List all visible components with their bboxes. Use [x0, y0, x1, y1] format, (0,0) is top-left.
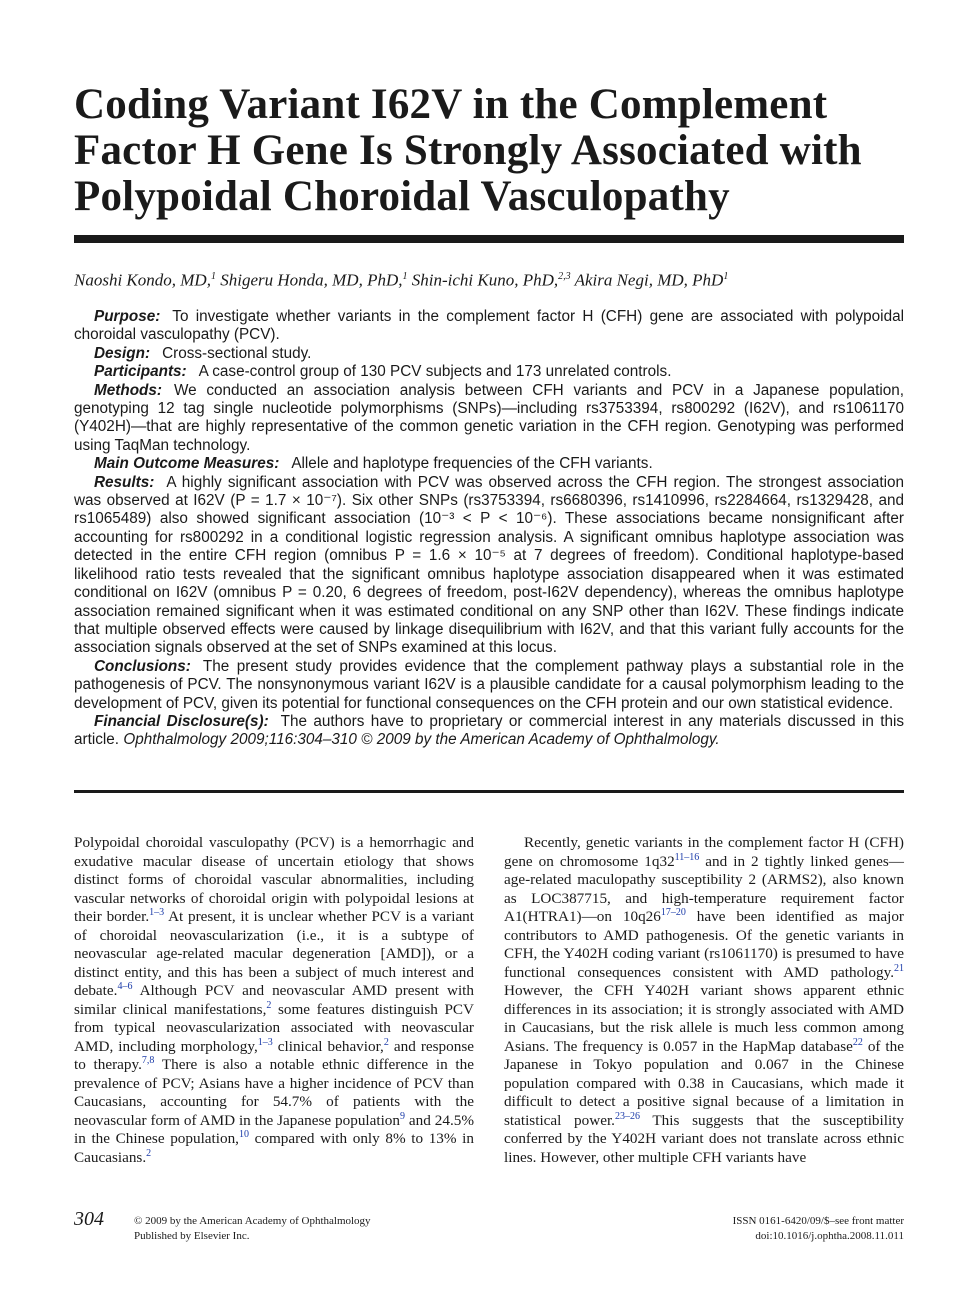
reference-link[interactable]: 2 — [383, 1036, 389, 1048]
body-text: compared with only 8% to 13% in Caucasians. — [74, 1130, 474, 1166]
reference-link[interactable]: 2 — [146, 1147, 152, 1159]
body-text: This suggests that the susceptibility conferred by the Y402H variant does not translate across ethnic lines. However, other multiple CFH variants have — [504, 1111, 904, 1166]
section-label: Methods: — [94, 381, 162, 399]
abstract-conclusions — [74, 658, 904, 713]
section-label: Main Outcome Measures: — [94, 455, 280, 473]
body-paragraph — [504, 834, 904, 1167]
body-column-right — [504, 834, 904, 1167]
section-text: Allele and haplotype frequencies of the CFH variants. — [291, 455, 653, 473]
body-text: Although PCV and neovascular AMD present with similar clinical manifestations, — [74, 982, 474, 1018]
section-label: Results: — [94, 473, 155, 491]
title-divider — [74, 235, 904, 243]
author-affiliation: 1 — [723, 271, 729, 282]
abstract-purpose — [74, 308, 904, 345]
footer-identifiers — [733, 1214, 904, 1244]
section-text: A highly significant association with PCV was observed across the CFH region. The strongest association was observed at I62V (P = 1.7 × 10⁻⁷). Six other SNPs (rs3753394, rs6680396, rs1410996, rs2284664, rs1329428, and rs1065489) also showed significant association (10⁻³ < P < 10⁻⁶). These associations became nonsignificant after accounting for rs800292 in a conditional logistic regression analysis. A significant omnibus haplotype association was detected in the entire CFH region (omnibus P = 1.6 × 10⁻⁵ at 7 degrees of freedom). Conditional haplotype-based likelihood ratio tests revealed that the significant omnibus haplotype association disappeared when it was estimated conditional on I62V (omnibus P = 0.20, 6 degrees of freedom, post-I62V dependency), whereas the omnibus haplotype association remained significant when it was estimated conditional on any SNP other than I62V. These findings indicate that multiple observed effects were caused by linkage disequilibrium with I62V, and that this variant fully accounts for the association signals observed at the set of SNPs examined at this locus. — [74, 473, 904, 657]
reference-link[interactable]: 22 — [852, 1036, 863, 1048]
reference-link[interactable]: 9 — [400, 1110, 405, 1122]
body-paragraph — [74, 834, 474, 1167]
abstract-outcome — [74, 455, 904, 473]
author-affiliation: 1 — [402, 271, 408, 282]
abstract-results — [74, 474, 904, 658]
section-label: Participants: — [94, 363, 187, 381]
journal-citation: Ophthalmology 2009;116:304–310 © 2009 by the American Academy of Ophthalmology. — [123, 731, 720, 749]
body-column-left — [74, 834, 474, 1167]
body-text: some features distinguish PCV from typical neovascularization associated with neovascular AMD, including morphology, — [74, 1000, 474, 1055]
reference-link[interactable]: 21 — [894, 962, 904, 974]
section-text: We conducted an association analysis between CFH variants and PCV in a Japanese population, genotyping 12 tag single nucleotide polymorphisms (SNPs)—including rs3753394, rs800292 (I62V), and rs1061170 (Y402H)—that are highly representative of the common genetic variation in the CFH region. Genotyping was performed using TaqMan technology. — [74, 381, 904, 454]
body-text: and 24.5% in the Chinese population, — [74, 1111, 474, 1147]
publisher-line: Published by Elsevier Inc. — [134, 1230, 250, 1242]
reference-link[interactable]: 10 — [238, 1128, 249, 1140]
reference-link[interactable]: 23–26 — [614, 1110, 640, 1122]
reference-link[interactable]: 17–20 — [660, 906, 686, 918]
issn-line: ISSN 0161-6420/09/$–see front matter — [732, 1215, 904, 1227]
abstract — [74, 308, 904, 750]
author-name: Naoshi Kondo, MD, — [74, 270, 211, 290]
author-name: Shigeru Honda, MD, PhD, — [220, 270, 403, 290]
section-text: Cross-sectional study. — [162, 344, 312, 362]
section-text: The present study provides evidence that the complement pathway plays a substantial role in the pathogenesis of PCV. The nonsynonymous variant I62V is a plausible candidate for a causal polymorphism leading to the development of PCV, given its potential for functional consequences on the CFH protein and our own statistical evidence. — [74, 657, 904, 712]
body-text: have been identified as major contributors to AMD pathogenesis. Of the genetic variants in CFH, the Y402H coding variant (rs1061170) is presumed to have functional consequences consistent with AMD pathology. — [504, 908, 904, 981]
reference-link[interactable]: 1–3 — [149, 906, 165, 918]
author-affiliation: 2,3 — [558, 271, 571, 282]
body-text: At present, it is unclear whether PCV is a variant of choroidal neovascularization (i.e., it is a subtype of neovascular age-related macular degeneration [AMD]), or a distinct entity, and this has been a subject of much interest and debate. — [74, 908, 474, 999]
author-name: Akira Negi, MD, PhD — [574, 270, 724, 290]
section-text: The authors have to proprietary or commercial interest in any materials discussed in this article. — [74, 712, 904, 749]
abstract-disclosure — [74, 713, 904, 750]
author-list — [74, 266, 904, 292]
reference-link[interactable]: 7,8 — [141, 1054, 155, 1066]
footer-copyright — [134, 1214, 371, 1244]
body-text: There is also a notable ethnic difference in the prevalence of PCV; Asians have a higher incidence of PCV than Caucasians, accounting for 54.7% of patients with the neovascular form of AMD in the Japanese population — [74, 1056, 474, 1129]
author-affiliation: 1 — [210, 271, 216, 282]
page-number: 304 — [74, 1208, 104, 1230]
abstract-methods — [74, 382, 904, 456]
abstract-divider — [74, 790, 904, 793]
author-name: Shin-ichi Kuno, PhD, — [411, 270, 559, 290]
body-text: and in 2 tightly linked genes—age-related maculopathy susceptibility 2 (ARMS2), also known as LOC387715, and high-temperature requirement factor A1(HTRA1)—on 10q26 — [504, 852, 904, 925]
section-text: A case-control group of 130 PCV subjects and 173 unrelated controls. — [198, 363, 672, 381]
section-label: Purpose: — [94, 308, 161, 325]
body-text: of the Japanese in Tokyo population and 0.067 in the Chinese population compared with 0.38 in Caucasians, which made it difficult to detect a positive signal because of a limitation in statistical power. — [504, 1037, 904, 1129]
copyright-line: © 2009 by the American Academy of Ophthalmology — [134, 1215, 371, 1227]
abstract-participants — [74, 363, 904, 381]
section-label: Design: — [94, 344, 151, 362]
section-label: Conclusions: — [94, 657, 191, 675]
body-text: However, the CFH Y402H variant shows apparent ethnic differences in its association; it is strongly associated with AMD in Caucasians, but the risk allele is much less common among Asians. The frequency is 0.057 in the HapMap database — [504, 982, 904, 1055]
body-text: and response to therapy. — [74, 1037, 474, 1073]
section-text: To investigate whether variants in the complement factor H (CFH) gene are associated with polypoidal choroidal vasculopathy (PCV). — [74, 308, 904, 344]
abstract-design — [74, 345, 904, 363]
reference-link[interactable]: 11–16 — [674, 851, 700, 863]
body-text: Recently, genetic variants in the complement factor H (CFH) gene on chromosome 1q32 — [504, 834, 904, 870]
reference-link[interactable]: 2 — [266, 999, 272, 1011]
body-text: Polypoidal choroidal vasculopathy (PCV) is a hemorrhagic and exudative macular disease of uncertain etiology that shows distinct forms of choroidal vascular abnormalities, including vascular networks of choroidal origin with polypoidal lesions at their border. — [74, 834, 474, 925]
body-text: clinical behavior, — [272, 1037, 384, 1055]
reference-link[interactable]: 4–6 — [117, 980, 133, 992]
section-label: Financial Disclosure(s): — [94, 712, 269, 730]
doi-line[interactable]: doi:10.1016/j.ophtha.2008.11.011 — [755, 1230, 904, 1242]
article-title: Coding Variant I62V in the Complement Factor H Gene Is Strongly Associated with Polypoidal Choroidal Vasculopathy — [74, 81, 862, 220]
reference-link[interactable]: 1–3 — [257, 1036, 273, 1048]
